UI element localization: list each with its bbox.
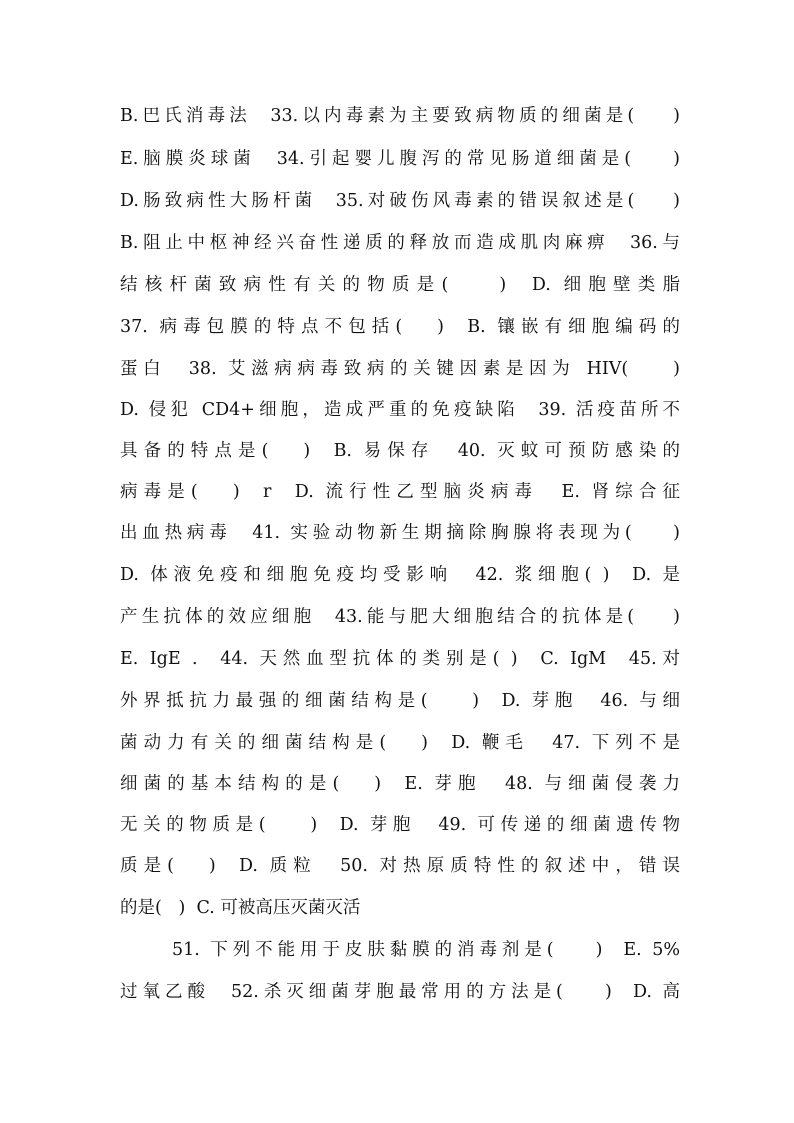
text-line: 结核杆菌致病性有关的物质是( ) D. 细胞壁类脂 — [120, 275, 680, 295]
text-line: 蛋白 38. 艾滋病病毒致病的关键因素是因为 HIV( ) — [120, 359, 680, 379]
text-line: 质是( ) D. 质粒 50. 对热原质特性的叙述中，错误 — [120, 856, 680, 876]
text-line: 病毒是( ) r D. 流行性乙型脑炎病毒 E. 肾综合征 — [120, 482, 680, 502]
text-line: 37. 病毒包膜的特点不包括( ) B. 镶嵌有细胞编码的 — [120, 317, 680, 337]
text-line: B.阻止中枢神经兴奋性递质的释放而造成肌肉麻痹 36.与 — [120, 233, 680, 253]
text-line: E.脑膜炎球菌 34.引起婴儿腹泻的常见肠道细菌是( ) — [120, 149, 680, 169]
text-line: 的是( ) C. 可被高压灭菌灭活 — [120, 898, 361, 918]
text-line: E. IgE . 44. 天然血型抗体的类别是( ) C. IgM 45.对 — [120, 649, 680, 669]
text-line: 具备的特点是( ) B. 易保存 40. 灭蚊可预防感染的 — [120, 441, 680, 461]
text-line: B.巴氏消毒法 33.以内毒素为主要致病物质的细菌是( ) — [120, 106, 680, 126]
paragraph-first-line: 51. 下列不能用于皮肤黏膜的消毒剂是( ) E. 5% — [172, 940, 680, 960]
text-line: D.肠致病性大肠杆菌 35.对破伤风毒素的错误叙述是( ) — [120, 191, 680, 211]
text-line: 出血热病毒 41. 实验动物新生期摘除胸腺将表现为( ) — [120, 523, 680, 543]
text-line: 过氧乙酸 52.杀灭细菌芽胞最常用的方法是( ) D. 高 — [120, 982, 680, 1002]
text-line: 产生抗体的效应细胞 43.能与肥大细胞结合的抗体是( ) — [120, 607, 680, 627]
text-line: D. 体液免疫和细胞免疫均受影响 42. 浆细胞( ) D. 是 — [120, 565, 680, 585]
text-line: 无关的物质是( ) D. 芽胞 49. 可传递的细菌遗传物 — [120, 815, 680, 835]
text-line: D. 侵犯 CD4+细胞，造成严重的免疫缺陷 39. 活疫苗所不 — [120, 400, 680, 420]
text-line: 外界抵抗力最强的细菌结构是( ) D. 芽胞 46. 与细 — [120, 691, 680, 711]
text-line: 菌动力有关的细菌结构是( ) D. 鞭毛 47. 下列不是 — [120, 733, 680, 753]
text-line: 细菌的基本结构的是( ) E. 芽胞 48. 与细菌侵袭力 — [120, 774, 680, 794]
